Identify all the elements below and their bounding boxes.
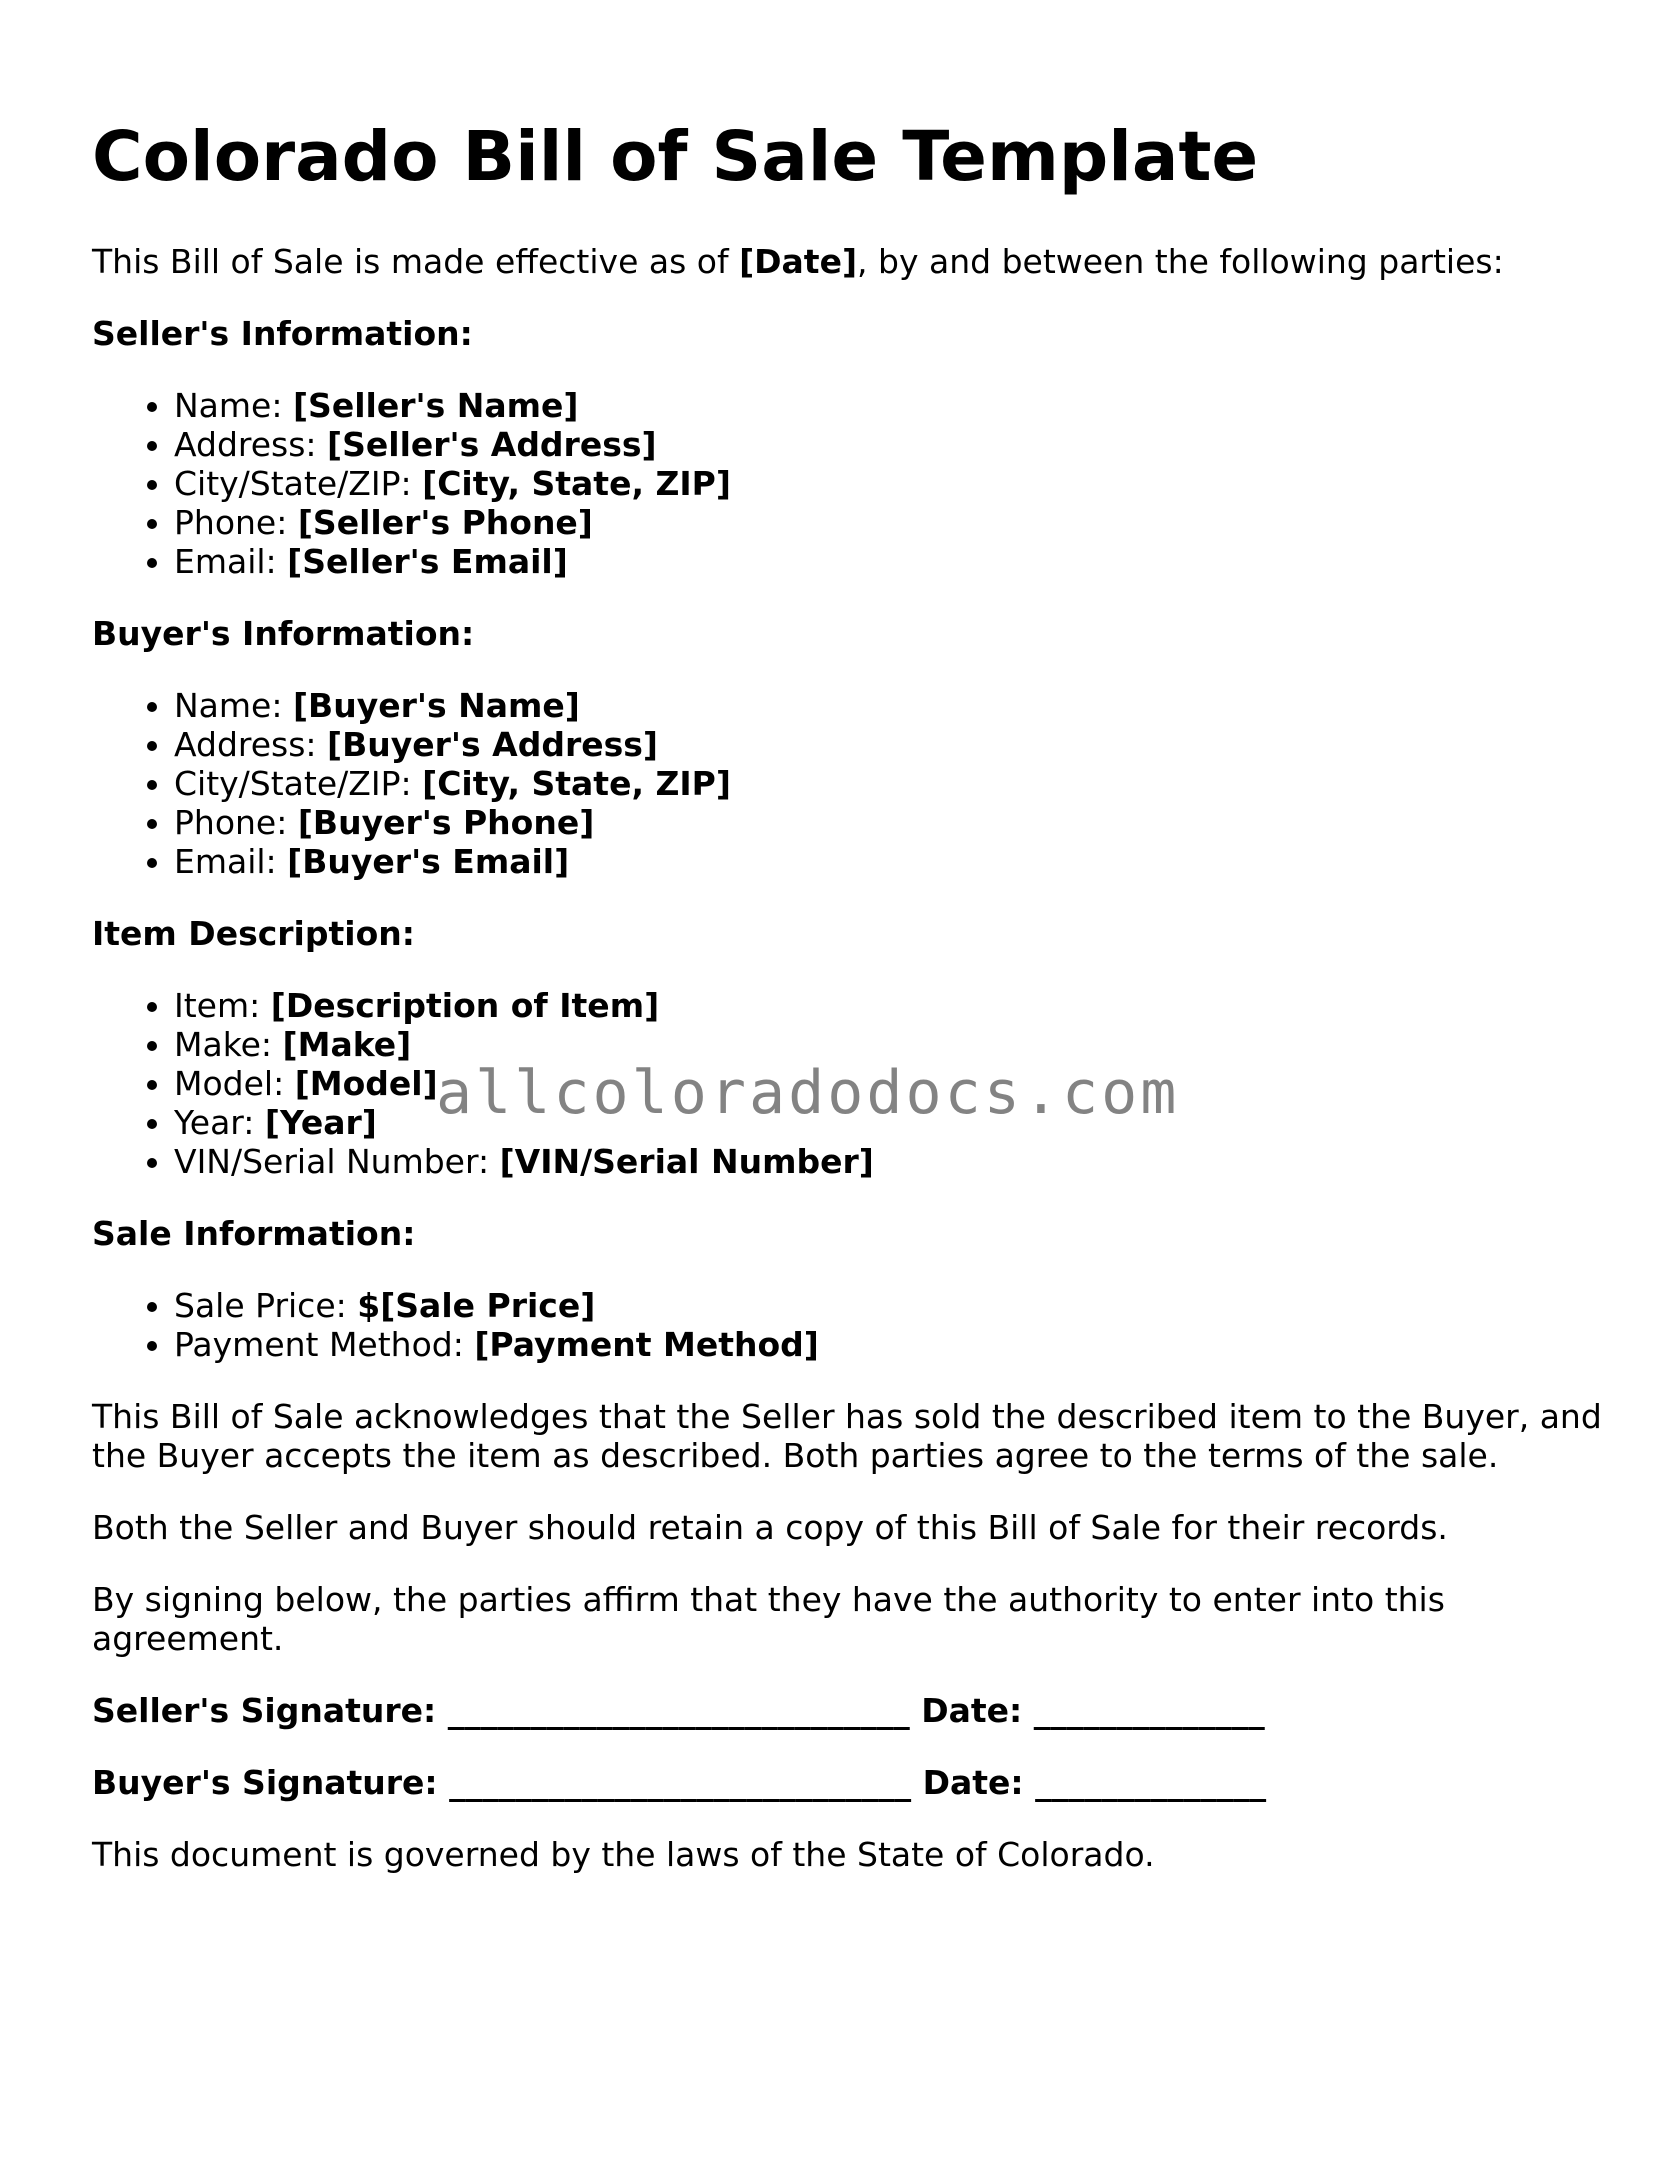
seller-info-list	[92, 386, 1612, 581]
intro-paragraph	[92, 242, 1612, 281]
list-item	[174, 1103, 1612, 1142]
list-item	[174, 1025, 1612, 1064]
list-item	[174, 803, 1612, 842]
field-value: [VIN/Serial Number]	[499, 1142, 874, 1181]
acknowledgement-paragraph: This Bill of Sale acknowledges that the Seller has sold the described item to the Buyer, and the Buyer accepts the item as described. Both parties agree to the terms of the sale.	[92, 1397, 1602, 1475]
field-label: Phone:	[174, 503, 298, 542]
list-item	[174, 464, 1612, 503]
field-value: [Year]	[264, 1103, 377, 1142]
list-item	[174, 986, 1612, 1025]
field-label: Address:	[174, 725, 328, 764]
retain-copy-paragraph: Both the Seller and Buyer should retain a copy of this Bill of Sale for their records.	[92, 1508, 1448, 1547]
field-label: Sale Price:	[174, 1286, 358, 1325]
intro-text-before: This Bill of Sale is made effective as of	[92, 242, 740, 281]
field-label: Year:	[174, 1103, 265, 1142]
field-value: [Buyer's Name]	[292, 686, 580, 725]
item-description-list	[92, 986, 1612, 1181]
field-label: Model:	[174, 1064, 295, 1103]
list-item	[174, 1325, 1612, 1364]
authority-paragraph: By signing below, the parties affirm that they have the authority to enter into this agreement.	[92, 1580, 1445, 1658]
list-item	[174, 1064, 1612, 1103]
field-label: Phone:	[174, 803, 298, 842]
list-item	[174, 503, 1612, 542]
field-value: [Seller's Address]	[327, 425, 657, 464]
list-item	[174, 725, 1612, 764]
field-value: $[Sale Price]	[357, 1286, 596, 1325]
field-value: [Model]	[294, 1064, 438, 1103]
list-item	[174, 1286, 1612, 1325]
field-label: Make:	[174, 1025, 283, 1064]
field-value: [Buyer's Email]	[287, 842, 570, 881]
field-label: City/State/ZIP:	[174, 764, 423, 803]
list-item	[174, 686, 1612, 725]
field-label: Address:	[174, 425, 328, 464]
list-item	[174, 764, 1612, 803]
list-item	[174, 842, 1612, 881]
field-value: [Seller's Name]	[292, 386, 579, 425]
field-label: VIN/Serial Number:	[174, 1142, 500, 1181]
field-value: [Buyer's Phone]	[297, 803, 595, 842]
field-label: Item:	[174, 986, 271, 1025]
buyer-signature-line: Buyer's Signature: ____________________________ Date: ______________	[92, 1763, 1267, 1802]
intro-text-after: , by and between the following parties:	[857, 242, 1504, 281]
sale-section-heading: Sale Information:	[92, 1214, 416, 1253]
list-item	[174, 542, 1612, 581]
field-label: Email:	[174, 542, 288, 581]
buyer-info-list	[92, 686, 1612, 881]
field-value: [Make]	[282, 1025, 412, 1064]
sale-info-list	[92, 1286, 1612, 1364]
field-label: Name:	[174, 386, 293, 425]
intro-date-placeholder: [Date]	[739, 242, 858, 281]
field-value: [Buyer's Address]	[327, 725, 658, 764]
buyer-section-heading: Buyer's Information:	[92, 614, 475, 653]
field-value: [City, State, ZIP]	[422, 764, 731, 803]
seller-section-heading: Seller's Information:	[92, 314, 473, 353]
field-label: City/State/ZIP:	[174, 464, 423, 503]
governing-law-paragraph: This document is governed by the laws of the State of Colorado.	[92, 1835, 1155, 1874]
list-item	[174, 425, 1612, 464]
seller-signature-line: Seller's Signature: ____________________________ Date: ______________	[92, 1691, 1265, 1730]
field-value: [Seller's Phone]	[297, 503, 593, 542]
list-item	[174, 386, 1612, 425]
watermark: allcoloradodocs.com	[436, 1058, 1180, 1128]
document-page	[92, 112, 1612, 1907]
page-title: Colorado Bill of Sale Template	[92, 117, 1259, 197]
field-label: Email:	[174, 842, 288, 881]
field-value: [Description of Item]	[270, 986, 660, 1025]
field-value: [Seller's Email]	[287, 542, 568, 581]
field-label: Name:	[174, 686, 293, 725]
list-item	[174, 1142, 1612, 1181]
item-section-heading: Item Description:	[92, 914, 415, 953]
field-value: [Payment Method]	[474, 1325, 819, 1364]
field-label: Payment Method:	[174, 1325, 475, 1364]
field-value: [City, State, ZIP]	[422, 464, 731, 503]
